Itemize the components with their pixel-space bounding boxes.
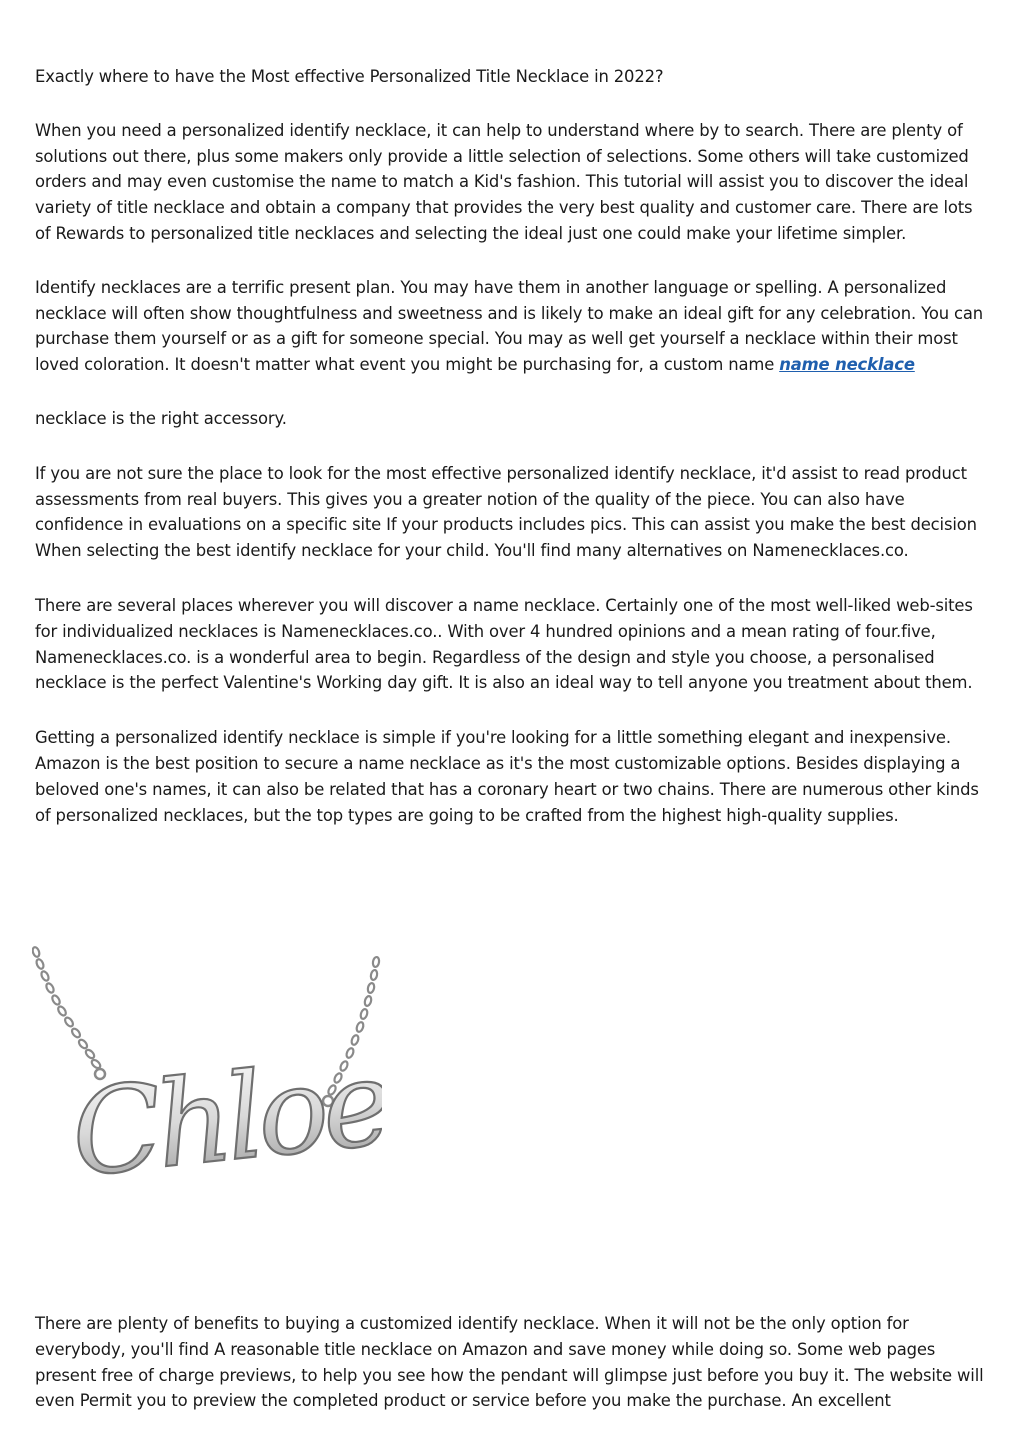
article-body [35, 64, 990, 857]
left-chain [32, 946, 102, 1069]
pendant-name-text: Chloe [65, 1033, 382, 1194]
name-necklace-link[interactable]: name necklace [779, 355, 915, 375]
paragraph-intro: When you need a personalized identify necklace, it can help to understand where by to search. There are plenty of solutions out there, plus some makers only provide a little selection of selections. Some others will take customized orders and may even customise the name to match a Kid's fashion. This tutorial will assist you to discover the ideal variety of title necklace and obtain a company that provides the very best quality and customer care. There are lots of Rewards to personalized title necklaces and selecting the ideal just one could make your lifetime simpler. [35, 120, 973, 243]
paragraph-gift-idea [35, 275, 990, 378]
paragraph-accessory: necklace is the right accessory. [35, 408, 287, 428]
paragraph-amazon: Getting a personalized identify necklace is simple if you're looking for a little something elegant and inexpensive. Amazon is the best position to secure a name necklace as it's the most customizable options. Besides displaying a beloved one's names, it can also be related that has a coronary heart or two chains. There are numerous other kinds of personalized necklaces, but the top types are going to be crafted from the highest high-quality supplies. [35, 728, 979, 825]
paragraph-where-to-buy: There are several places wherever you will discover a name necklace. Certainly one of the most well-liked web-sites for individualized necklaces is Namenecklaces.co.. With over 4 hundred opinions and a mean rating of four.five, Namenecklaces.co. is a wonderful area to begin. Regardless of the design and style you choose, a personalised necklace is the perfect Valentine's Working day gift. It is also an ideal way to tell anyone you treatment about them. [35, 595, 973, 693]
paragraph-reviews: If you are not sure the place to look for the most effective personalized identify necklace, it'd assist to read product assessments from real buyers. This gives you a greater notion of the quality of the piece. You can also have confidence in evaluations on a specific site If your products includes pics. This can assist you make the best decision When selecting the best identify necklace for your child. You'll find many alternatives on Namenecklaces.co. [35, 463, 977, 561]
necklace-illustration [32, 944, 382, 1194]
article-title: Exactly where to have the Most effective Personalized Title Necklace in 2022? [35, 67, 664, 86]
paragraph-benefits: There are plenty of benefits to buying a customized identify necklace. When it will not be the only option for everybody, you'll find A reasonable title necklace on Amazon and save money while doing so. Some web pages present free of charge previews, to help you see how the pendant will glimpse just before you buy it. The website will even Permit you to preview the completed product or service before you make the purchase. An excellent [35, 1314, 984, 1411]
paragraph-gift-idea-text: Identify necklaces are a terrific present plan. You may have them in another language or spelling. A personalized necklace will often show thoughtfulness and sweetness and is likely to make an ideal gift for any celebration. You can purchase them yourself or as a gift for someone special. You may as well get yourself a necklace within their most loved coloration. It doesn't matter what event you might be purchasing for, a custom name [35, 277, 984, 375]
name-necklace-pendant-image [32, 944, 382, 1194]
